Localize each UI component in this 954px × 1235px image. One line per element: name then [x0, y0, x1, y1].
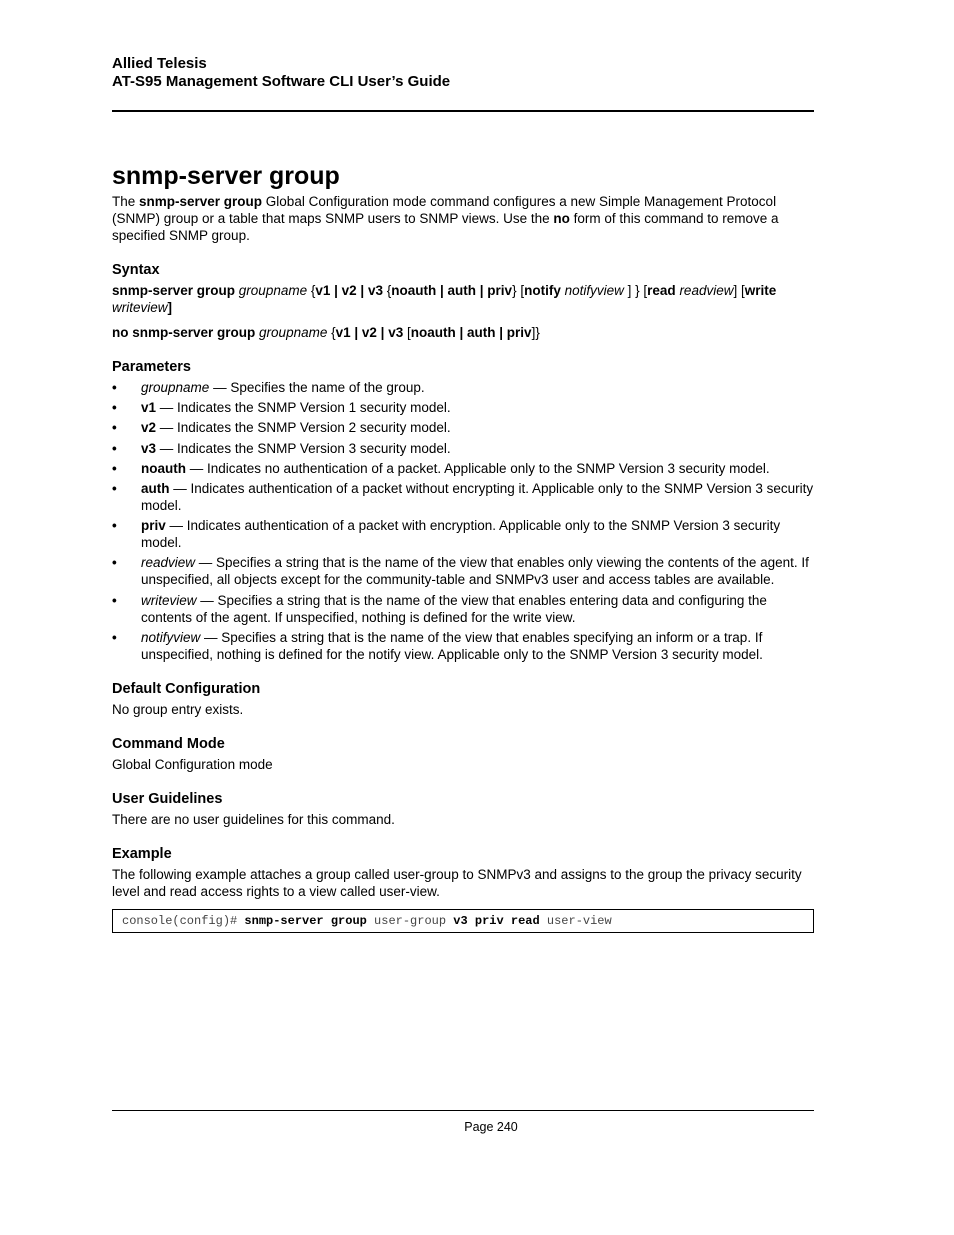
- default-configuration-text: No group entry exists.: [112, 701, 244, 717]
- list-item: • groupname — Specifies the name of the group.: [112, 379, 814, 396]
- header-guide-title: AT-S95 Management Software CLI User’s Guide: [112, 73, 451, 90]
- syntax-section: [112, 261, 814, 341]
- parameters-list: [112, 379, 814, 663]
- header-rule: [112, 110, 814, 112]
- list-item: • readview — Specifies a string that is the name of the view that enables only viewing the contents of the agent. If unspecified, all objects except for the community-table and SNMPv3 user and access tables are available.: [112, 554, 814, 588]
- user-guidelines-section: [112, 790, 814, 828]
- list-item: • notifyview — Specifies a string that is the name of the view that enables specifying an inform or a trap. If unspecified, nothing is defined for the notify view. Applicable only to the SNMP Version 3 security model.: [112, 629, 814, 663]
- running-header: [112, 55, 450, 91]
- syntax-heading: Syntax: [112, 262, 160, 278]
- parameters-heading: Parameters: [112, 359, 191, 375]
- syntax-no-line: no snmp-server group groupname {v1 | v2 | v3 [noauth | auth | priv]}: [112, 325, 540, 340]
- default-configuration-section: [112, 680, 814, 718]
- footer-rule: [112, 1110, 814, 1111]
- list-item: • v3 — Indicates the SNMP Version 3 security model.: [112, 440, 814, 457]
- user-guidelines-heading: User Guidelines: [112, 790, 223, 807]
- user-guidelines-text: There are no user guidelines for this command.: [112, 811, 395, 827]
- list-item: • v1 — Indicates the SNMP Version 1 security model.: [112, 399, 814, 416]
- example-section: [112, 845, 814, 933]
- header-company: Allied Telesis: [112, 55, 207, 72]
- default-configuration-heading: Default Configuration: [112, 680, 261, 697]
- list-item: • writeview — Specifies a string that is the name of the view that enables entering data and configuring the contents of the agent. If unspecified, nothing is defined for the write view.: [112, 592, 814, 626]
- example-heading: Example: [112, 845, 172, 862]
- command-mode-heading: Command Mode: [112, 735, 225, 752]
- intro-paragraph: The snmp-server group Global Configuration mode command configures a new Simple Management Protocol (SNMP) group or a table that maps SNMP users to SNMP views. Use the no form of this command to remove a specified SNMP group.: [112, 194, 779, 243]
- parameters-section: [112, 358, 814, 663]
- page-number: Page 240: [464, 1120, 518, 1134]
- command-mode-text: Global Configuration mode: [112, 756, 273, 772]
- list-item: • priv — Indicates authentication of a packet with encryption. Applicable only to the SNMP Version 3 security model.: [112, 517, 814, 551]
- command-mode-section: [112, 735, 814, 773]
- list-item: • noauth — Indicates no authentication of a packet. Applicable only to the SNMP Version 3 security model.: [112, 460, 814, 477]
- list-item: • v2 — Indicates the SNMP Version 2 security model.: [112, 419, 814, 436]
- code-example: console(config)# snmp-server group user-group v3 priv read user-view: [112, 909, 814, 933]
- content: [112, 193, 814, 933]
- syntax-line: snmp-server group groupname {v1 | v2 | v3 {noauth | auth | priv} [notify notifyview ] } [read readview] [write writeview]: [112, 283, 777, 315]
- list-item: • auth — Indicates authentication of a packet without encrypting it. Applicable only to the SNMP Version 3 security model.: [112, 480, 814, 514]
- example-text: The following example attaches a group called user-group to SNMPv3 and assigns to the group the privacy security level and read access rights to a view called user-view.: [112, 866, 802, 899]
- page-title: snmp-server group: [112, 162, 340, 190]
